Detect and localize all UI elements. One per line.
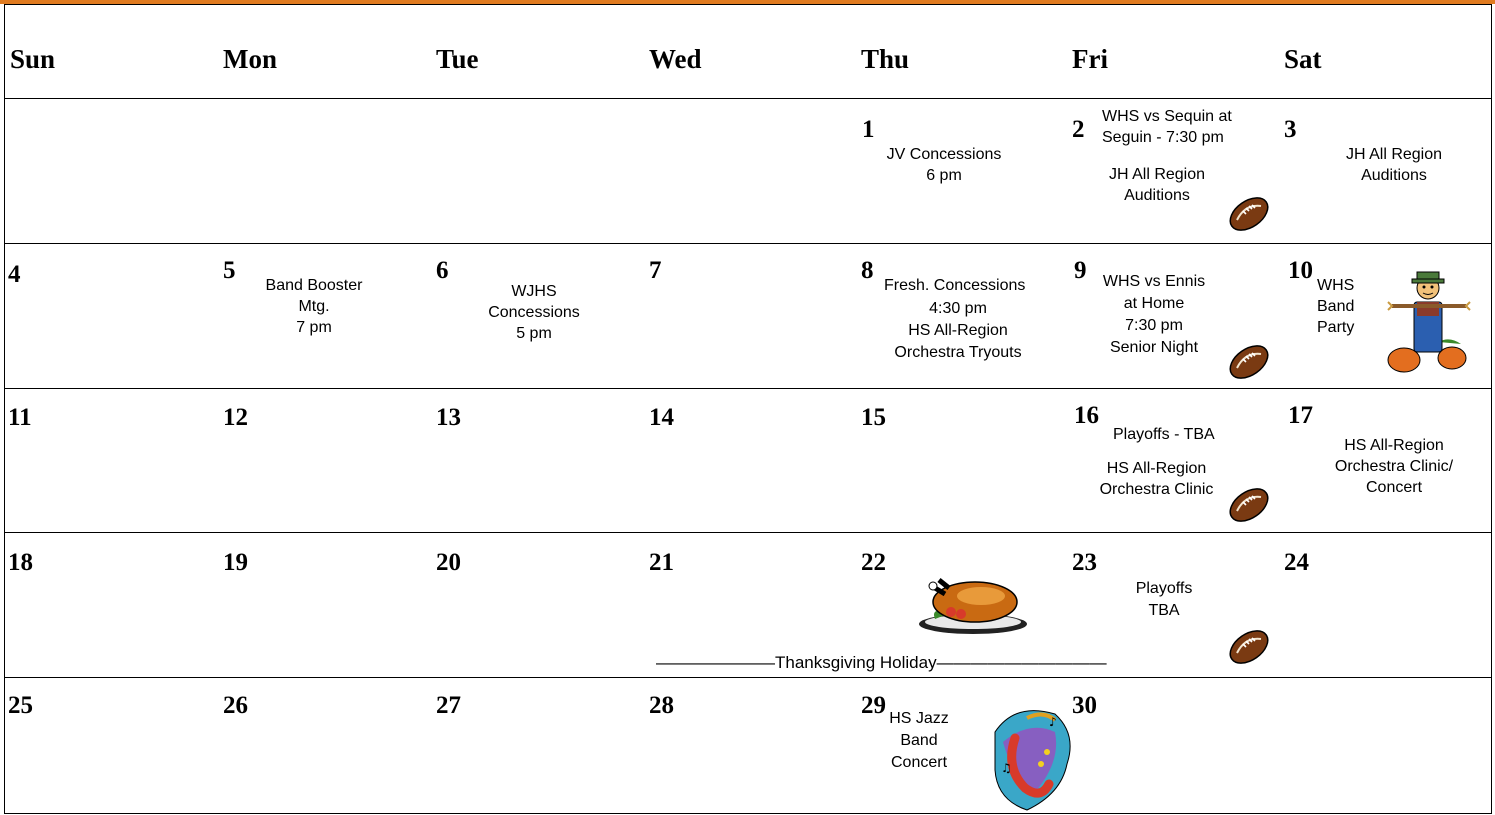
scarecrow-icon <box>1384 262 1474 374</box>
day-number: 28 <box>649 692 674 719</box>
football-icon <box>1227 194 1271 234</box>
football-icon <box>1227 342 1271 382</box>
grid-line <box>4 4 5 814</box>
day-number: 10 <box>1288 257 1313 284</box>
day-header-tue: Tue <box>436 44 479 74</box>
event-text: WHS vs Ennis <box>1102 273 1206 290</box>
day-number: 14 <box>649 404 674 431</box>
event-text: HS All-Region <box>1344 437 1444 454</box>
event-text: Mtg. <box>298 298 330 315</box>
grid-line <box>1491 4 1492 814</box>
event-text: JH All Region <box>1345 146 1443 163</box>
day-number: 20 <box>436 549 461 576</box>
svg-text:♫: ♫ <box>1001 761 1012 775</box>
event-text: HS All-Region <box>908 322 1008 339</box>
day-number: 19 <box>223 549 248 576</box>
day-number: 23 <box>1072 549 1097 576</box>
day-number: 27 <box>436 692 461 719</box>
event-text: Concert <box>890 754 948 771</box>
day-number: 17 <box>1288 402 1313 429</box>
event-text: WHS vs Sequin at <box>1102 108 1232 125</box>
grid-line <box>4 98 1492 99</box>
day-header-mon: Mon <box>223 44 277 74</box>
day-header-sat: Sat <box>1284 44 1322 74</box>
day-header-sun: Sun <box>10 44 56 74</box>
event-text: Orchestra Clinic <box>1099 481 1214 498</box>
day-number: 16 <box>1074 402 1099 429</box>
day-header-fri: Fri <box>1072 44 1108 74</box>
day-number: 3 <box>1284 116 1297 143</box>
event-text: Fresh. Concessions <box>884 277 1026 294</box>
day-number: 18 <box>8 549 33 576</box>
turkey-icon <box>917 564 1029 636</box>
day-number: 2 <box>1072 116 1085 143</box>
event-text: Band <box>1317 298 1355 315</box>
event-text: Band Booster <box>265 277 363 294</box>
calendar-grid <box>4 4 1492 814</box>
day-number: 15 <box>861 404 886 431</box>
event-text: Senior Night <box>1109 339 1199 356</box>
day-number: 12 <box>223 404 248 431</box>
football-icon <box>1227 485 1271 525</box>
day-number: 24 <box>1284 549 1309 576</box>
event-text: WHS <box>1317 277 1355 294</box>
day-number: 7 <box>649 257 662 284</box>
day-header-wed: Wed <box>649 44 702 74</box>
day-number: 5 <box>223 257 236 284</box>
day-number: 22 <box>861 549 886 576</box>
day-number: 25 <box>8 692 33 719</box>
day-number: 8 <box>861 257 874 284</box>
day-number: 6 <box>436 257 449 284</box>
day-number: 21 <box>649 549 674 576</box>
grid-line <box>4 388 1492 389</box>
event-text: HS All-Region <box>1106 460 1207 477</box>
grid-line <box>4 532 1492 533</box>
event-text: 6 pm <box>926 167 962 184</box>
event-text: 7:30 pm <box>1125 317 1183 334</box>
event-text: Playoffs - TBA <box>1113 426 1215 443</box>
event-text: Orchestra Tryouts <box>894 344 1022 361</box>
event-text: JV Concessions <box>886 146 1002 163</box>
event-text: TBA <box>1148 602 1180 619</box>
day-number: 13 <box>436 404 461 431</box>
saxophone-icon <box>987 702 1079 814</box>
event-text: Concert <box>1365 479 1423 496</box>
event-text: Party <box>1317 319 1355 336</box>
event-text: Auditions <box>1124 187 1190 204</box>
grid-line <box>4 243 1492 244</box>
event-text: Seguin - 7:30 pm <box>1102 129 1224 146</box>
event-text: Auditions <box>1361 167 1427 184</box>
event-text: 5 pm <box>516 325 552 342</box>
event-text: at Home <box>1123 295 1185 312</box>
day-number: 26 <box>223 692 248 719</box>
grid-line <box>4 813 1492 814</box>
day-number: 29 <box>861 692 886 719</box>
football-icon <box>1227 627 1271 667</box>
event-text: 4:30 pm <box>929 300 987 317</box>
day-header-thu: Thu <box>861 44 910 74</box>
grid-line <box>4 4 1492 5</box>
event-text: WJHS <box>511 283 557 300</box>
thanksgiving-holiday-label: ———————Thanksgiving Holiday—————————— <box>656 653 1107 672</box>
event-text: JH All Region <box>1108 166 1206 183</box>
grid-line <box>4 677 1492 678</box>
event-text: Concessions <box>488 304 580 321</box>
day-number: 30 <box>1072 692 1097 719</box>
event-text: 7 pm <box>296 319 332 336</box>
day-number: 9 <box>1074 257 1087 284</box>
day-number: 11 <box>8 404 32 431</box>
svg-text:♪: ♪ <box>1049 715 1057 729</box>
event-text: Band <box>900 732 938 749</box>
event-text: HS Jazz <box>889 710 949 727</box>
day-number: 4 <box>8 261 21 288</box>
event-text: Playoffs <box>1135 580 1193 597</box>
day-number: 1 <box>862 116 875 143</box>
event-text: Orchestra Clinic/ <box>1334 458 1454 475</box>
